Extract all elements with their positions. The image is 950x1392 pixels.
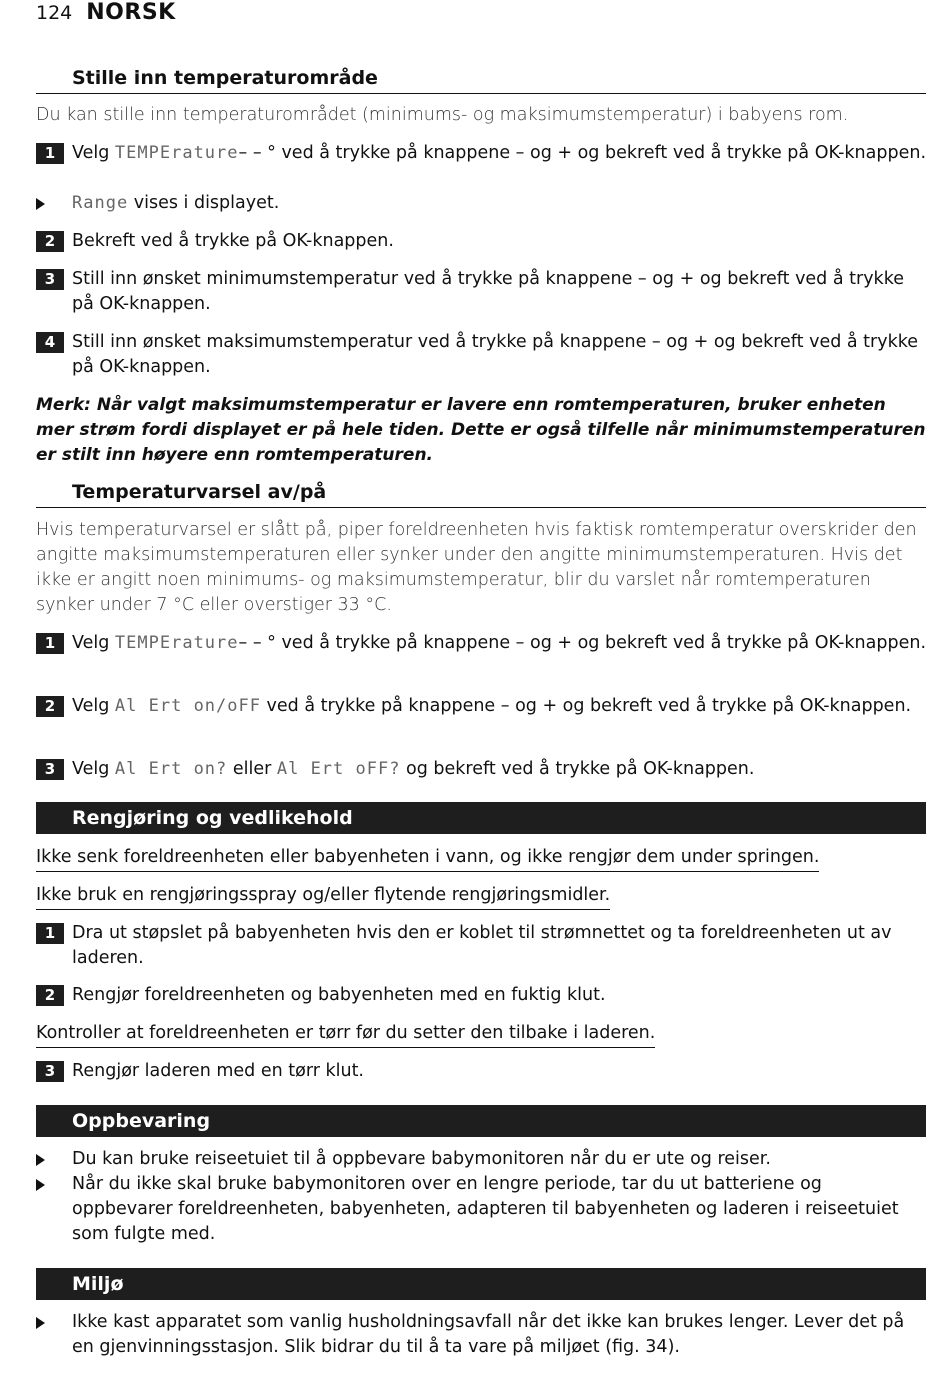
- bullet-marker: [36, 1179, 45, 1191]
- step-text: Velg Al Ert on? eller Al Ert oFF? og bekreft ved å trykke på OK-knappen.: [72, 759, 755, 779]
- bullet-item: [36, 1147, 926, 1172]
- step-text: Still inn ønsket minimumstemperatur ved å trykke på knappene – og + og bekreft ved å trykke på OK-knappen.: [72, 269, 904, 314]
- section-title-cleaning: Rengjøring og vedlikehold: [36, 802, 926, 834]
- step-number: 1: [36, 143, 64, 164]
- lcd-text: TEMPErature: [114, 143, 239, 163]
- section-title-temperature-alert: Temperaturvarsel av/på: [36, 480, 926, 508]
- step-text: Velg Al Ert on/oFF ved å trykke på knappene – og + og bekreft ved å trykke på OK-knappen.: [72, 696, 912, 716]
- step-text: Velg TEMPErature– – ° ved å trykke på knappene – og + og bekreft ved å trykke på OK-knappen.: [72, 143, 927, 163]
- step-number: 3: [36, 269, 64, 290]
- bullet-text: Når du ikke skal bruke babymonitoren over en lengre periode, tar du ut batteriene og oppbevarer foreldreenheten, babyenheten, adapteren til babyenheten og laderen i reiseetuiet som fulgte med.: [72, 1174, 899, 1244]
- bullet-text: Range vises i displayet.: [72, 193, 280, 213]
- lcd-text: Range: [72, 193, 129, 213]
- step-number: 4: [36, 332, 64, 353]
- step-item: [36, 1059, 926, 1084]
- step-text: Still inn ønsket maksimumstemperatur ved å trykke på knappene – og + og bekreft ved å trykke på OK-knappen.: [72, 332, 918, 377]
- lcd-text: Al Ert oFF?: [276, 759, 401, 779]
- step-item: [36, 757, 926, 782]
- step-item: [36, 694, 926, 719]
- section-title-temperature-range: Stille inn temperaturområde: [36, 66, 926, 94]
- step-number: 2: [36, 696, 64, 717]
- step-number: 1: [36, 633, 64, 654]
- step-number: 2: [36, 231, 64, 252]
- bullet-item: [36, 1310, 926, 1360]
- step-text: Bekreft ved å trykke på OK-knappen.: [72, 231, 394, 251]
- section-intro: Hvis temperaturvarsel er slått på, piper foreldreenheten hvis faktisk romtemperatur overskrider den angitte maksimumstemperaturen eller synker under den angitte minimumstemperaturen. Hvis det ikke er angitt noen minimums- og maksimumstemperatur, blir du varslet når romtemperaturen synker under 7 °C eller overstiger 33 °C.: [36, 520, 917, 615]
- step-number: 1: [36, 923, 64, 944]
- step-number: 3: [36, 1061, 64, 1082]
- section-title-storage: Oppbevaring: [36, 1105, 926, 1137]
- language-label: NORSK: [86, 0, 176, 25]
- step-item: [36, 267, 926, 317]
- step-item: [36, 330, 926, 380]
- warning-text: Ikke senk foreldreenheten eller babyenheten i vann, og ikke rengjør dem under springen.: [36, 845, 819, 872]
- page-header: [36, 0, 176, 28]
- note-text: Merk: Når valgt maksimumstemperatur er lavere enn romtemperaturen, bruker enheten mer strøm fordi displayet er på hele tiden. Dette er også tilfelle når minimumstemperaturen er stilt inn høyere enn romtemperaturen.: [36, 395, 926, 465]
- step-item: [36, 631, 926, 656]
- step-text: Dra ut støpslet på babyenheten hvis den er koblet til strømnettet og ta foreldreenheten ut av laderen.: [72, 923, 892, 968]
- bullet-marker: [36, 198, 45, 210]
- step-item: [36, 141, 926, 166]
- warning-text: Ikke bruk en rengjøringsspray og/eller flytende rengjøringsmidler.: [36, 883, 610, 910]
- bullet-marker: [36, 1154, 45, 1166]
- warning-text: Kontroller at foreldreenheten er tørr før du setter den tilbake i laderen.: [36, 1021, 655, 1048]
- bullet-text: Du kan bruke reiseetuiet til å oppbevare babymonitoren når du er ute og reiser.: [72, 1149, 771, 1169]
- lcd-text: Al Ert on?: [114, 759, 228, 779]
- bullet-item: [36, 1172, 926, 1247]
- bullet-marker: [36, 1317, 45, 1329]
- section-title-environment: Miljø: [36, 1268, 926, 1300]
- bullet-text: Ikke kast apparatet som vanlig husholdningsavfall når det ikke kan brukes lenger. Lever det på en gjenvinningsstasjon. Slik bidrar du til å ta vare på miljøet (fig. 34).: [72, 1312, 905, 1357]
- step-item: [36, 229, 926, 254]
- step-item: [36, 921, 926, 971]
- step-number: 3: [36, 759, 64, 780]
- step-number: 2: [36, 985, 64, 1006]
- bullet-item: [36, 191, 926, 216]
- step-text: Velg TEMPErature– – ° ved å trykke på knappene – og + og bekreft ved å trykke på OK-knappen.: [72, 633, 927, 653]
- step-text: Rengjør foreldreenheten og babyenheten med en fuktig klut.: [72, 985, 606, 1005]
- lcd-text: TEMPErature: [114, 633, 239, 653]
- step-text: Rengjør laderen med en tørr klut.: [72, 1061, 364, 1081]
- step-item: [36, 983, 926, 1008]
- lcd-text: Al Ert on/oFF: [114, 696, 261, 716]
- section-intro: Du kan stille inn temperaturområdet (minimums- og maksimumstemperatur) i babyens rom.: [36, 105, 849, 125]
- page-number: 124: [36, 2, 73, 24]
